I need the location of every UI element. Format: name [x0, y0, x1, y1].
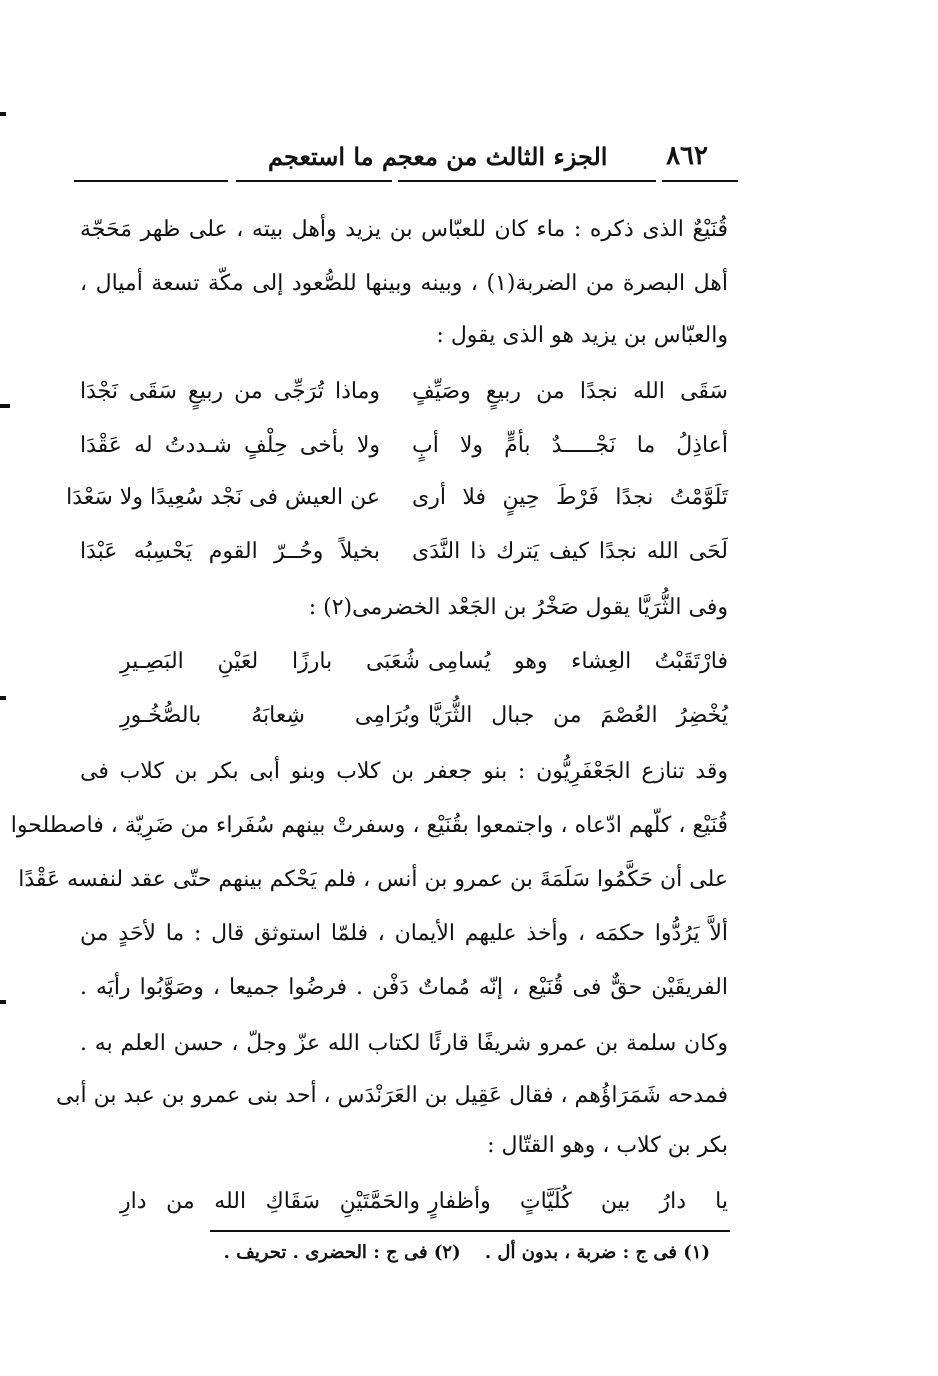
footnote: (١) فى ج : ضربة ، بدون أل .: [484, 1242, 710, 1263]
text-line: وفى الثُّرَيَّا يقول صَخْرُ بن الجَعْد الخضرمى(٢) :: [308, 595, 728, 620]
footnotes: [150, 1236, 710, 1270]
verse-line: [66, 476, 728, 520]
scan-edge-mark: [0, 696, 6, 700]
verse-line: [80, 694, 728, 738]
header-rule: [236, 180, 392, 182]
verse-hemistich: يا دارُ بين كُلَيَّاتٍ وأظفارٍ: [428, 1189, 728, 1214]
text-line: قُنَيْع ، كلّهم ادّعاه ، واجتمعوا بقُنَيْع ، وسفرتْ بينهم سُفَراء من ضَرِيّة ، فاصطلحوا: [10, 813, 728, 838]
text-line: بكر بن كلاب ، وهو القتّال :: [487, 1133, 728, 1158]
text-line: أهل البصرة من الضربة(١) ، وبينه وبينها للصُّعود إلى مكّة تسعة أميال ،: [80, 271, 728, 296]
verse-hemistich: عن العيش فى نَجْد سُعِيدًا ولا سَعْدَا: [66, 485, 380, 510]
running-title: الجزء الثالث من معجم ما استعجم: [268, 141, 608, 171]
verse-hemistich: وماذا تُرَجِّى من ربيعٍ سَقَى نَجْدَا: [80, 379, 380, 404]
verse-hemistich: وبُرَامِى شِعابَهُ بالصُّخُـورِ: [120, 703, 420, 728]
verse-hemistich: شُعَبَى بارزًا لعَيْنِ البَصِـيرِ: [120, 649, 420, 674]
scan-edge-mark: [0, 112, 6, 116]
text-line: والعبّاس بن يزيد هو الذى يقول :: [436, 323, 728, 348]
page-header: [268, 136, 708, 176]
text-line: قُنَيْعٌ الذى ذكره : ماء كان للعبّاس بن يزيد وأهل بيته ، على ظهر مَحَجّة: [80, 217, 728, 242]
scan-edge-mark: [0, 1000, 6, 1004]
verse-line: [80, 530, 728, 574]
text-line: الفريقَيْن حقٌّ فى قُنَيْع ، إنّه مُماتٌ دَفْن . فرضُوا جميعا ، وصَوَّبُوا رأيَه .: [80, 975, 728, 1000]
page-number: ٨٦٢: [666, 141, 708, 171]
footnote: (٢) فى ج : الحضرى . تحريف .: [223, 1242, 461, 1263]
verse-hemistich: لَحَى الله نجدًا كيف يَترك ذا النَّدَى: [412, 539, 728, 564]
text-line: فمدحه شَمَرَاؤُهم ، فقال عَقِيل بن العَرَنْدَس ، أحد بنى عمرو بن عبد بن أبى: [56, 1083, 728, 1108]
verse-hemistich: أعاذِلُ ما نَجْـــــدٌ بأمٍّ ولا أبٍ: [412, 433, 728, 458]
verse-line: [80, 1180, 728, 1224]
verse-hemistich: فارْتَقَبْتُ العِشاء وهو يُسامِى: [428, 649, 728, 674]
header-rule: [662, 180, 738, 182]
verse-hemistich: يُخْضِرُ العُصْمَ من جبال الثُّرَيَّا: [428, 703, 728, 728]
footnote-rule: [210, 1230, 730, 1232]
verse-line: [80, 640, 728, 684]
text-line: وقد تنازع الجَعْفَرِيُّون : بنو جعفر بن كلاب وبنو أبى بكر بن كلاب فى: [80, 759, 728, 784]
verse-line: [80, 370, 728, 414]
scan-edge-mark: [0, 404, 10, 408]
verse-hemistich: تَلَوَّمْتُ نجدًا فَرْطَ حِينٍ فلا أرى: [412, 485, 728, 510]
verse-hemistich: والحَمَّتَيْنِ سَقَاكِ الله من دارِ: [120, 1189, 420, 1214]
verse-hemistich: سَقَى الله نجدًا من ربيعٍ وصَيِّفٍ: [412, 379, 728, 404]
verse-hemistich: ولا بأخى حِلْفٍ شـددتُ له عَقْدَا: [80, 433, 380, 458]
verse-line: [80, 424, 728, 468]
text-line: ألاَّ يَرُدُّوا حكمَه ، وأخذ عليهم الأيمان ، فلمّا استوثق قال : ما لأحَدٍ من: [80, 921, 728, 946]
header-rule: [398, 180, 656, 182]
text-line: على أن حَكَّمُوا سَلَمَةَ بن عمرو بن أنس ، فلم يَحْكم بينهم حتّى عقد لنفسه عَقْدًا: [18, 867, 728, 892]
text-line: وكان سلمة بن عمرو شريفًا قارئًا لكتاب الله عزّ وجلّ ، حسن العلم به .: [80, 1031, 728, 1056]
header-rule: [74, 180, 228, 182]
verse-hemistich: بخيلاً وحُــرّ القوم يَحْسِبُه عَبْدَا: [80, 539, 380, 564]
